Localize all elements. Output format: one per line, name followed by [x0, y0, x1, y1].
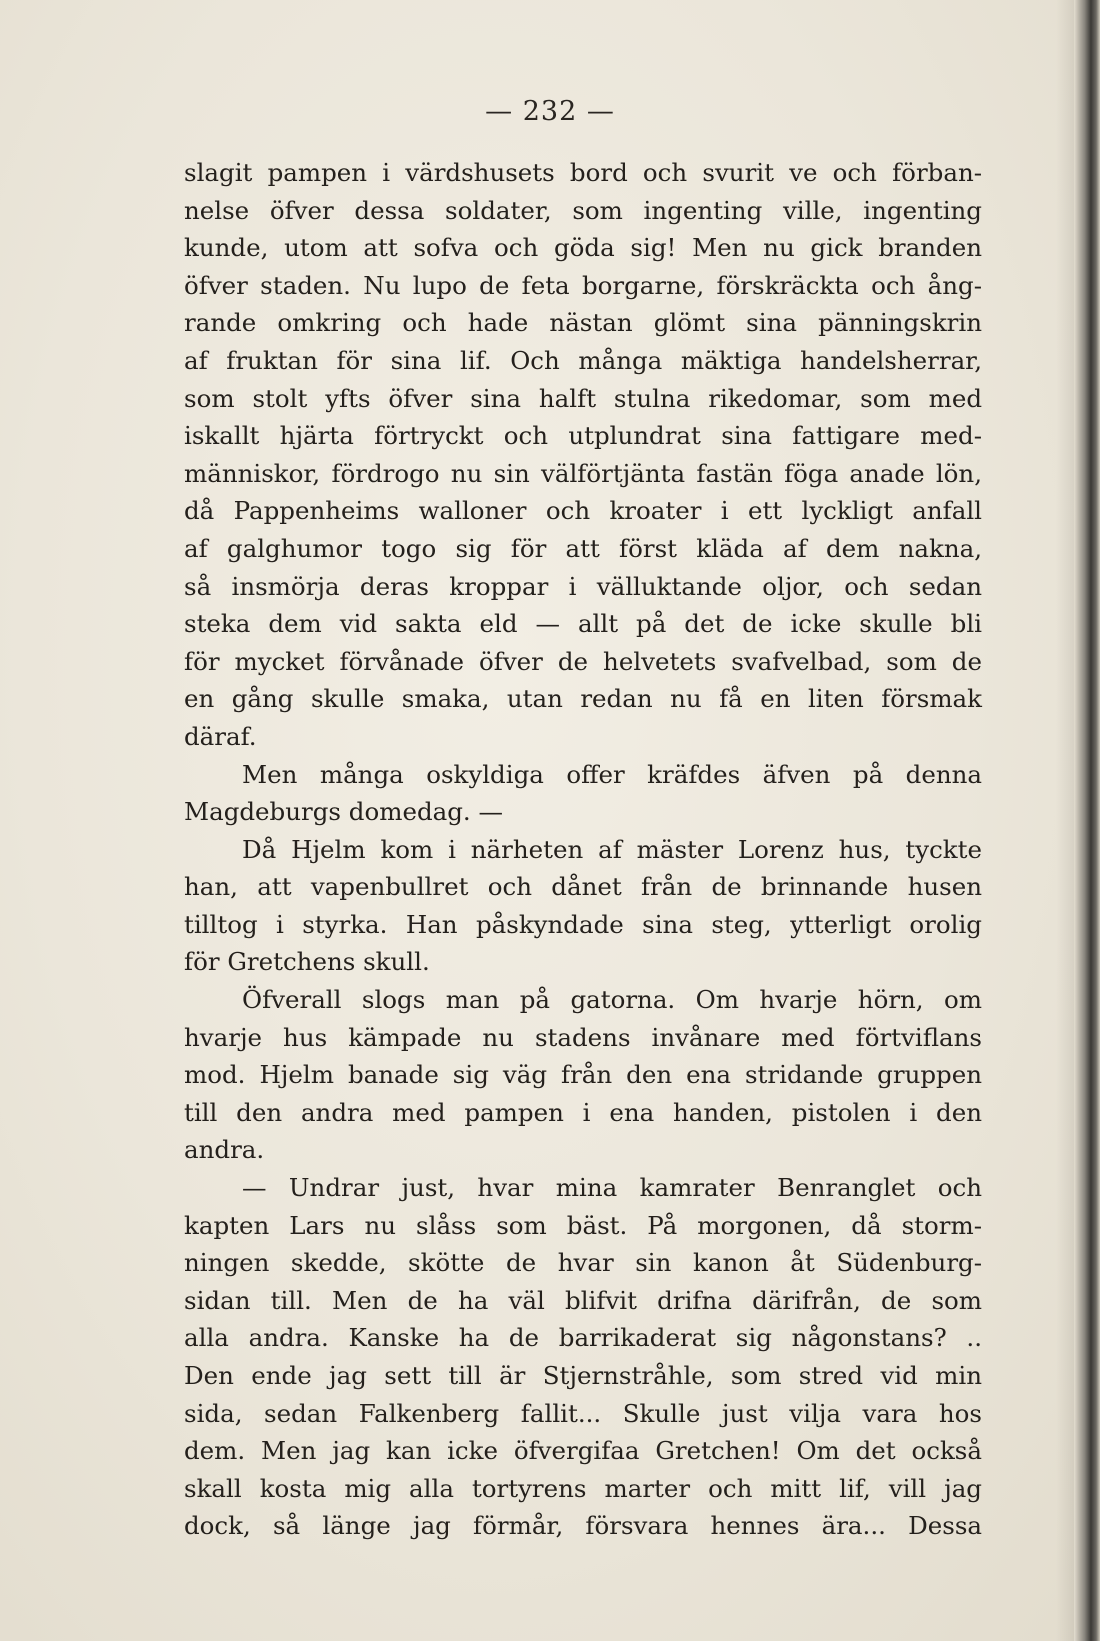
text-line: öfver staden. Nu lupo de feta borgarne, förskräckta och ång-: [184, 270, 982, 300]
text-line: dem. Men jag kan icke öfvergifaa Gretchen! Om det också: [184, 1436, 982, 1466]
text-line: nelse öfver dessa soldater, som ingenting ville, ingenting: [184, 195, 982, 225]
book-binding-edge: [1074, 0, 1100, 1641]
text-line: kunde, utom att sofva och göda sig! Men nu gick branden: [184, 233, 982, 263]
text-line: sida, sedan Falkenberg fallit... Skulle just vilja vara hos: [184, 1398, 982, 1428]
text-line: alla andra. Kanske ha de barrikaderat sig någonstans? ..: [184, 1323, 982, 1353]
text-line: tilltog i styrka. Han påskyndade sina steg, ytterligt orolig: [184, 909, 982, 939]
text-line: hvarje hus kämpade nu stadens invånare med förtviflans: [184, 1022, 982, 1052]
text-line: Magdeburgs domedag. —: [184, 797, 503, 827]
text-line: rande omkring och hade nästan glömt sina pänningskrin: [184, 308, 982, 338]
text-line: dock, så länge jag förmår, försvara hennes ära... Dessa: [184, 1511, 982, 1541]
text-line: — Undrar just, hvar mina kamrater Benranglet och: [242, 1173, 982, 1203]
text-line: skall kosta mig alla tortyrens marter och mitt lif, vill jag: [184, 1473, 982, 1503]
body-text: [184, 154, 982, 1545]
text-line: till den andra med pampen i ena handen, pistolen i den: [184, 1097, 982, 1127]
text-line: då Pappenheims walloner och kroater i ett lyckligt anfall: [184, 496, 982, 526]
text-line: för mycket förvånade öfver de helvetets svafvelbad, som de: [184, 646, 982, 676]
text-line: Öfverall slogs man på gatorna. Om hvarje hörn, om: [242, 985, 982, 1015]
text-line: slagit pampen i värdshusets bord och svurit ve och förban-: [184, 158, 982, 187]
text-line: däraf.: [184, 721, 257, 751]
text-line: han, att vapenbullret och dånet från de brinnande husen: [184, 872, 982, 902]
text-line: steka dem vid sakta eld — allt på det de icke skulle bli: [184, 609, 982, 639]
page-number: — 232 —: [485, 96, 615, 127]
text-line: för Gretchens skull.: [184, 947, 430, 977]
text-line: af fruktan för sina lif. Och många mäktiga handelsherrar,: [184, 345, 982, 375]
text-line: sidan till. Men de ha väl blifvit drifna därifrån, de som: [184, 1285, 982, 1315]
binding-shadow: [1056, 0, 1074, 1641]
text-line: af galghumor togo sig för att först kläda af dem nakna,: [184, 533, 982, 563]
text-line: iskallt hjärta förtryckt och utplundrat sina fattigare med-: [184, 421, 982, 451]
text-line: Den ende jag sett till är Stjernstråhle, som stred vid min: [184, 1361, 982, 1390]
text-line: Då Hjelm kom i närheten af mäster Lorenz hus, tyckte: [242, 834, 982, 864]
text-line: andra.: [184, 1135, 265, 1165]
text-line: ningen skedde, skötte de hvar sin kanon åt Südenburg-: [184, 1248, 982, 1278]
text-line: en gång skulle smaka, utan redan nu få en liten försmak: [184, 684, 982, 714]
text-line: som stolt yfts öfver sina halft stulna rikedomar, som med: [184, 383, 982, 413]
text-line: kapten Lars nu slåss som bäst. På morgonen, då storm-: [184, 1210, 982, 1240]
text-line: mod. Hjelm banade sig väg från den ena stridande gruppen: [184, 1060, 982, 1090]
text-line: Men många oskyldiga offer kräfdes äfven på denna: [242, 759, 982, 789]
text-line: så insmörja deras kroppar i välluktande oljor, och sedan: [184, 571, 982, 601]
text-line: människor, fördrogo nu sin välförtjänta fastän föga anade lön,: [184, 458, 982, 488]
